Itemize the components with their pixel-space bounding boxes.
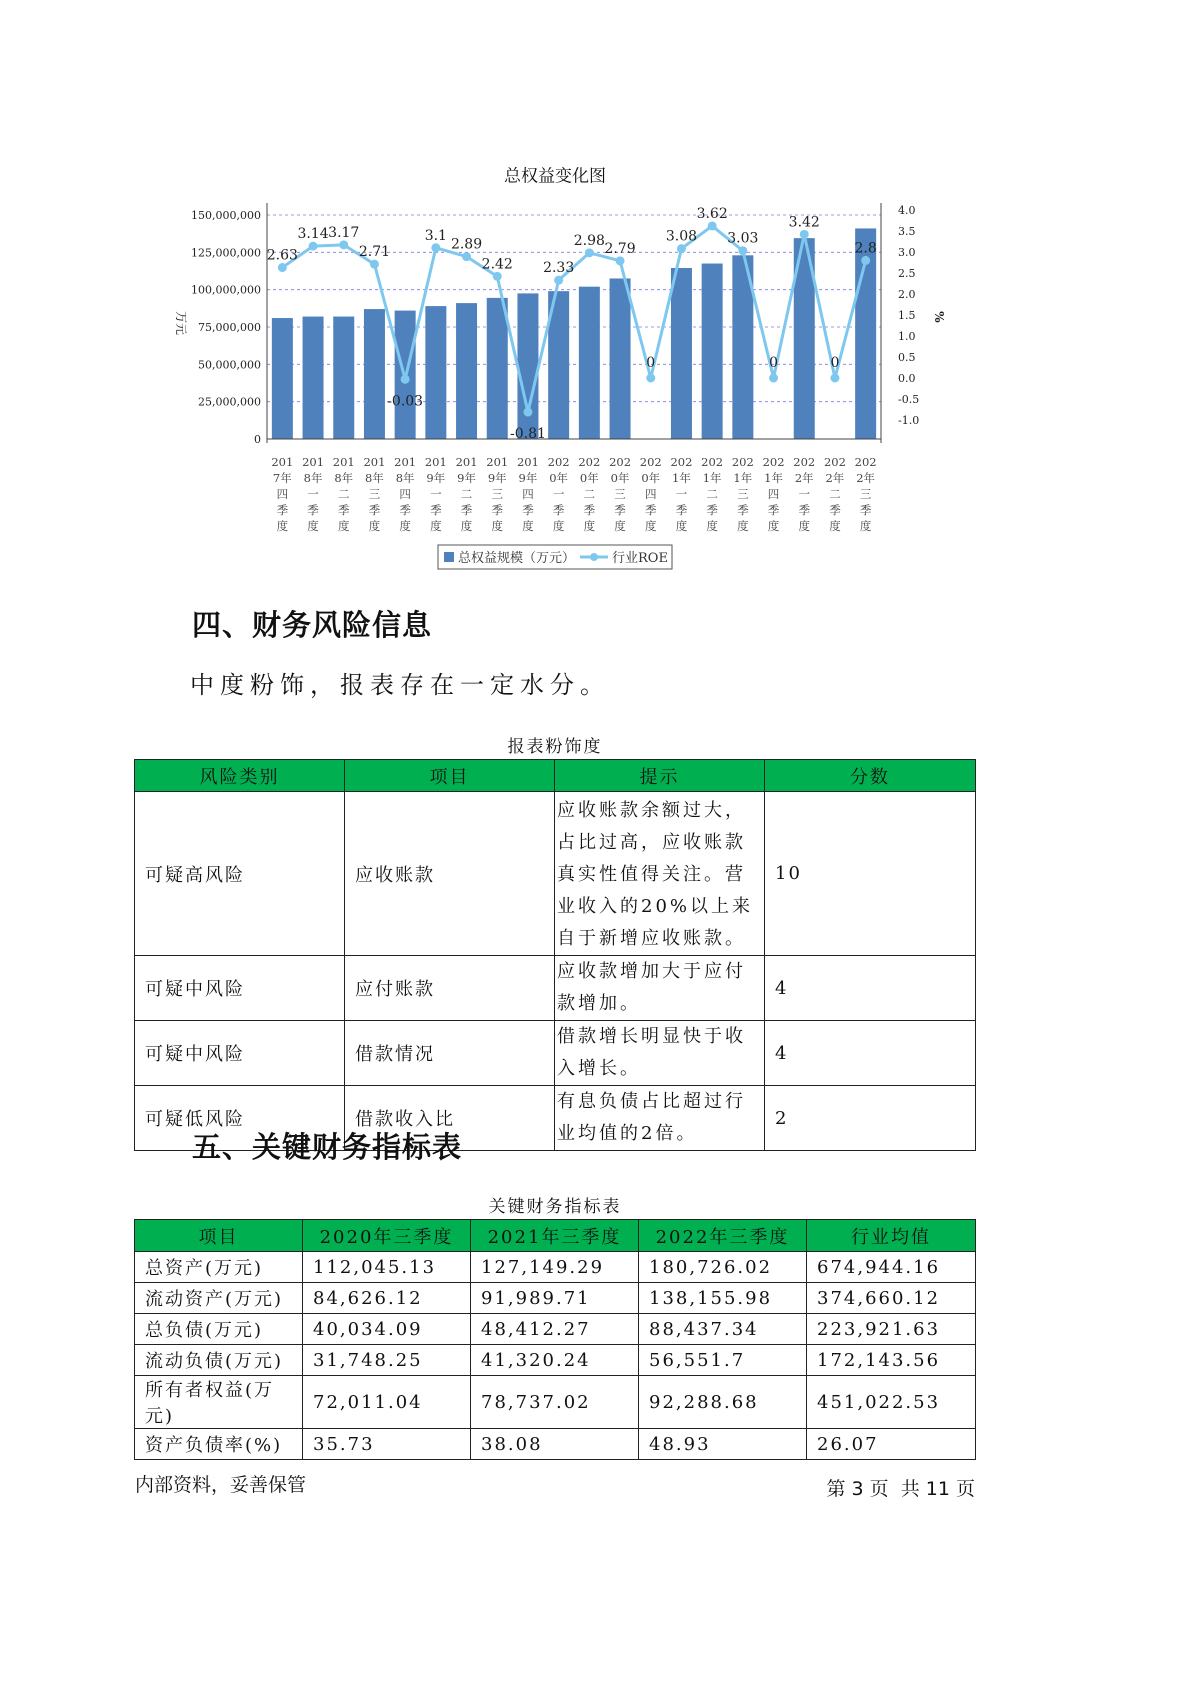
kpi-item: 所有者权益(万元) xyxy=(135,1376,303,1429)
equity-bar xyxy=(456,303,477,439)
x-tick-label: 202 xyxy=(731,455,754,469)
x-tick-label: 201 xyxy=(455,455,478,469)
x-tick-label: 度 xyxy=(338,519,350,533)
x-tick-label: 一 xyxy=(552,487,565,501)
kpi-header-2022q3: 2022年三季度 xyxy=(639,1220,807,1252)
risk-hint: 应收账款余额过大，占比过高，应收账款真实性值得关注。营业收入的20%以上来自于新增应收账款。 xyxy=(555,792,765,956)
table-row xyxy=(135,1314,976,1345)
kpi-item: 总负债(万元) xyxy=(135,1314,303,1345)
roe-point xyxy=(861,256,870,265)
y-right-tick-label: -0.5 xyxy=(898,393,920,406)
x-tick-label: 季 xyxy=(737,503,749,517)
roe-point xyxy=(493,272,502,281)
x-tick-label: 2年 xyxy=(856,471,876,485)
x-tick-label: 四 xyxy=(767,487,780,501)
legend-line-label: 行业ROE xyxy=(612,551,668,566)
x-tick-label: 三 xyxy=(859,487,872,501)
risk-category: 可疑低风险 xyxy=(135,1086,345,1151)
x-tick-label: 度 xyxy=(675,519,688,533)
x-tick-label: 201 xyxy=(516,455,539,469)
risk-table xyxy=(134,759,976,1151)
x-tick-label: 9年 xyxy=(457,471,476,485)
chart-roe-line xyxy=(267,206,877,442)
x-tick-label: 季 xyxy=(399,503,411,517)
risk-item: 借款收入比 xyxy=(345,1086,555,1151)
y-left-tick-label: 150,000,000 xyxy=(191,209,261,222)
risk-header-item: 项目 xyxy=(345,760,555,792)
roe-data-label: 3.03 xyxy=(727,230,759,247)
kpi-value: 451,022.53 xyxy=(807,1376,976,1429)
x-tick-label: 一 xyxy=(430,487,442,501)
y-right-tick-label: 3.0 xyxy=(898,246,916,259)
risk-score: 4 xyxy=(765,1021,976,1086)
risk-item: 应付账款 xyxy=(345,956,555,1021)
roe-point xyxy=(339,240,348,249)
roe-data-label: 2.89 xyxy=(450,236,483,253)
x-tick-label: 202 xyxy=(793,455,816,469)
kpi-value: 78,737.02 xyxy=(471,1376,639,1429)
roe-point xyxy=(708,221,717,230)
roe-data-label: 2.33 xyxy=(543,260,575,277)
kpi-item: 流动负债(万元) xyxy=(135,1345,303,1376)
risk-score: 10 xyxy=(765,792,976,956)
x-tick-label: 季 xyxy=(491,503,503,517)
roe-point xyxy=(585,248,594,257)
footer-confidential: 内部资料，妥善保管 xyxy=(135,1474,307,1496)
kpi-value: 35.73 xyxy=(303,1429,471,1460)
table-row xyxy=(135,1376,976,1429)
y-left-tick-label: 25,000,000 xyxy=(198,395,261,409)
kpi-value: 31,748.25 xyxy=(303,1345,471,1376)
x-tick-label: 三 xyxy=(368,487,381,501)
kpi-value: 91,989.71 xyxy=(471,1283,639,1314)
roe-data-label: 2.63 xyxy=(266,247,298,264)
kpi-table xyxy=(134,1219,976,1460)
x-tick-label: 9年 xyxy=(426,471,446,485)
roe-point xyxy=(431,243,440,252)
roe-point xyxy=(278,263,287,272)
x-tick-label: 202 xyxy=(701,455,724,469)
x-tick-label: 季 xyxy=(706,503,718,517)
legend-bar-swatch xyxy=(444,552,454,562)
kpi-value: 374,660.12 xyxy=(807,1283,976,1314)
x-tick-label: 度 xyxy=(645,519,657,533)
roe-data-label: 2.98 xyxy=(573,232,605,249)
equity-bar xyxy=(425,306,446,439)
roe-point xyxy=(554,276,563,285)
x-tick-label: 季 xyxy=(645,503,657,517)
x-tick-label: 季 xyxy=(430,503,442,517)
roe-point xyxy=(769,374,778,383)
roe-data-label: -0.03 xyxy=(387,393,424,410)
y-right-tick-label: 4.0 xyxy=(898,204,916,217)
x-tick-label: 季 xyxy=(798,503,810,517)
roe-point xyxy=(800,230,809,239)
table-row xyxy=(135,792,976,956)
y-right-tick-label: 1.5 xyxy=(898,309,916,322)
kpi-value: 40,034.09 xyxy=(303,1314,471,1345)
x-tick-label: 度 xyxy=(706,519,718,533)
roe-point xyxy=(370,260,379,269)
x-tick-label: 三 xyxy=(614,487,626,501)
x-tick-label: 四 xyxy=(522,487,534,501)
y-right-tick-label: 0.5 xyxy=(898,351,916,364)
kpi-item: 总资产(万元) xyxy=(135,1252,303,1283)
x-tick-label: 一 xyxy=(675,487,688,501)
kpi-header-item: 项目 xyxy=(135,1220,303,1252)
x-tick-label: 季 xyxy=(276,503,289,517)
roe-point xyxy=(616,256,625,265)
roe-data-label: 2.42 xyxy=(481,256,513,273)
roe-data-label: 3.1 xyxy=(424,227,447,244)
y-left-axis-label: 万元 xyxy=(174,310,188,336)
x-tick-label: 202 xyxy=(762,455,785,469)
roe-data-label: 2.8 xyxy=(854,240,877,257)
roe-data-label: 2.79 xyxy=(604,240,636,257)
x-tick-label: 0年 xyxy=(610,471,630,485)
roe-point xyxy=(677,244,686,253)
kpi-value: 72,011.04 xyxy=(303,1376,471,1429)
roe-data-label: 3.14 xyxy=(297,226,329,243)
x-tick-label: 季 xyxy=(460,503,473,517)
kpi-value: 223,921.63 xyxy=(807,1314,976,1345)
table-row xyxy=(135,1021,976,1086)
x-tick-label: 季 xyxy=(583,503,596,517)
roe-point xyxy=(646,374,655,383)
x-tick-label: 季 xyxy=(675,503,688,517)
y-right-tick-label: 0.0 xyxy=(898,372,916,385)
roe-data-label: 2.71 xyxy=(358,244,391,261)
x-tick-label: 度 xyxy=(368,519,381,533)
roe-point xyxy=(309,242,318,251)
kpi-header-2020q3: 2020年三季度 xyxy=(303,1220,471,1252)
x-tick-label: 度 xyxy=(614,519,626,533)
risk-category: 可疑高风险 xyxy=(135,792,345,956)
roe-point xyxy=(523,408,532,417)
x-tick-label: 二 xyxy=(338,487,350,501)
x-tick-label: 201 xyxy=(302,455,325,469)
x-tick-label: 9年 xyxy=(518,471,538,485)
x-tick-label: 季 xyxy=(307,503,319,517)
roe-data-label: 3.62 xyxy=(696,205,728,222)
kpi-value: 26.07 xyxy=(807,1429,976,1460)
y-right-tick-label: 2.0 xyxy=(898,288,916,301)
x-tick-label: 三 xyxy=(737,487,749,501)
x-tick-label: 1年 xyxy=(764,471,783,485)
y-left-tick-label: 125,000,000 xyxy=(191,246,261,260)
kpi-value: 48,412.27 xyxy=(471,1314,639,1345)
x-tick-label: 四 xyxy=(276,487,289,501)
x-tick-label: 度 xyxy=(276,519,289,533)
x-tick-label: 三 xyxy=(491,487,503,501)
risk-table-header xyxy=(135,760,976,792)
x-tick-label: 度 xyxy=(798,519,810,533)
x-tick-label: 8年 xyxy=(365,471,384,485)
equity-bar xyxy=(517,293,538,439)
roe-data-label: 3.08 xyxy=(665,228,698,245)
table-row xyxy=(135,1429,976,1460)
y-right-tick-label: 3.5 xyxy=(898,225,916,238)
chart-x-tick-labels xyxy=(271,455,876,533)
roe-point xyxy=(401,375,410,384)
roe-point xyxy=(738,246,747,255)
x-tick-label: 202 xyxy=(670,455,693,469)
x-tick-label: 201 xyxy=(332,455,355,469)
equity-bar xyxy=(579,287,600,439)
kpi-item: 流动资产(万元) xyxy=(135,1283,303,1314)
roe-data-label: -0.81 xyxy=(509,426,546,443)
x-tick-label: 度 xyxy=(829,519,841,533)
equity-bar xyxy=(702,264,723,439)
x-tick-label: 二 xyxy=(583,487,596,501)
x-tick-label: 201 xyxy=(394,455,417,469)
x-tick-label: 二 xyxy=(460,487,473,501)
table-row xyxy=(135,956,976,1021)
x-tick-label: 201 xyxy=(424,455,447,469)
x-tick-label: 季 xyxy=(829,503,841,517)
x-tick-label: 季 xyxy=(859,503,872,517)
kpi-value: 92,288.68 xyxy=(639,1376,807,1429)
x-tick-label: 四 xyxy=(645,487,657,501)
roe-data-label: 0 xyxy=(646,355,656,371)
x-tick-label: 1年 xyxy=(672,471,691,485)
risk-header-hint: 提示 xyxy=(555,760,765,792)
kpi-value: 138,155.98 xyxy=(639,1283,807,1314)
x-tick-label: 度 xyxy=(430,519,442,533)
footer-page-number: 第 3 页 共 11 页 xyxy=(826,1478,975,1500)
kpi-header-industry-avg: 行业均值 xyxy=(807,1220,976,1252)
x-tick-label: 201 xyxy=(486,455,509,469)
y-right-axis-label: % xyxy=(932,311,946,323)
y-left-tick-label: 0 xyxy=(254,433,261,446)
y-right-tick-label: 2.5 xyxy=(898,267,916,280)
risk-item: 应收账款 xyxy=(345,792,555,956)
x-tick-label: 201 xyxy=(363,455,386,469)
x-tick-label: 202 xyxy=(639,455,662,469)
x-tick-label: 度 xyxy=(460,519,473,533)
x-tick-label: 202 xyxy=(854,455,877,469)
x-tick-label: 202 xyxy=(547,455,570,469)
equity-bar xyxy=(671,268,692,439)
risk-category: 可疑中风险 xyxy=(135,1021,345,1086)
kpi-value: 56,551.7 xyxy=(639,1345,807,1376)
risk-header-category: 风险类别 xyxy=(135,760,345,792)
risk-item: 借款情况 xyxy=(345,1021,555,1086)
x-tick-label: 度 xyxy=(859,519,872,533)
x-tick-label: 1年 xyxy=(733,471,753,485)
equity-bar xyxy=(364,309,385,439)
x-tick-label: 季 xyxy=(552,503,565,517)
y-left-tick-label: 50,000,000 xyxy=(198,358,261,372)
table-row xyxy=(135,1252,976,1283)
kpi-value: 84,626.12 xyxy=(303,1283,471,1314)
x-tick-label: 二 xyxy=(706,487,718,501)
chart-legend xyxy=(438,545,672,569)
equity-bar xyxy=(272,318,293,439)
x-tick-label: 四 xyxy=(399,487,411,501)
x-tick-label: 9年 xyxy=(487,471,507,485)
risk-score: 4 xyxy=(765,956,976,1021)
risk-score: 2 xyxy=(765,1086,976,1151)
x-tick-label: 8年 xyxy=(334,471,354,485)
x-tick-label: 度 xyxy=(583,519,596,533)
x-tick-label: 202 xyxy=(823,455,846,469)
x-tick-label: 度 xyxy=(737,519,749,533)
x-tick-label: 7年 xyxy=(272,471,292,485)
roe-data-label: 0 xyxy=(830,355,840,371)
kpi-item: 资产负债率(%) xyxy=(135,1429,303,1460)
kpi-value: 88,437.34 xyxy=(639,1314,807,1345)
x-tick-label: 季 xyxy=(522,503,534,517)
kpi-value: 38.08 xyxy=(471,1429,639,1460)
kpi-value: 112,045.13 xyxy=(303,1252,471,1283)
y-left-tick-label: 100,000,000 xyxy=(191,283,261,297)
roe-data-label: 3.17 xyxy=(328,224,360,241)
risk-header-score: 分数 xyxy=(765,760,976,792)
equity-bar xyxy=(303,317,324,439)
x-tick-label: 度 xyxy=(399,519,411,533)
legend-bar-label: 总权益规模（万元） xyxy=(458,551,576,566)
x-tick-label: 度 xyxy=(552,519,565,533)
section4-summary: 中度粉饰，报表存在一定水分。 xyxy=(190,671,610,699)
risk-hint: 借款增长明显快于收入增长。 xyxy=(555,1021,765,1086)
x-tick-label: 8年 xyxy=(303,471,323,485)
x-tick-label: 度 xyxy=(522,519,534,533)
x-tick-label: 度 xyxy=(307,519,319,533)
equity-chart xyxy=(170,165,1030,625)
table-row xyxy=(135,1345,976,1376)
kpi-table-caption: 关键财务指标表 xyxy=(488,1197,622,1217)
section4-heading: 四、财务风险信息 xyxy=(192,608,433,642)
risk-hint: 有息负债占比超过行业均值的2倍。 xyxy=(555,1086,765,1151)
x-tick-label: 0年 xyxy=(549,471,569,485)
equity-bar xyxy=(610,278,631,439)
equity-bar xyxy=(487,298,508,439)
kpi-value: 127,149.29 xyxy=(471,1252,639,1283)
x-tick-label: 一 xyxy=(798,487,810,501)
section5-heading: 五、关键财务指标表 xyxy=(192,1130,463,1164)
x-tick-label: 0年 xyxy=(579,471,599,485)
roe-point xyxy=(462,252,471,261)
kpi-value: 172,143.56 xyxy=(807,1345,976,1376)
x-tick-label: 202 xyxy=(578,455,601,469)
risk-hint: 应收款增加大于应付款增加。 xyxy=(555,956,765,1021)
risk-table-caption: 报表粉饰度 xyxy=(507,737,603,757)
y-left-tick-label: 75,000,000 xyxy=(198,321,261,334)
kpi-value: 180,726.02 xyxy=(639,1252,807,1283)
table-row xyxy=(135,1283,976,1314)
y-right-tick-label: 1.0 xyxy=(898,330,916,343)
x-tick-label: 202 xyxy=(609,455,632,469)
x-tick-label: 201 xyxy=(271,455,294,469)
x-tick-label: 2年 xyxy=(825,471,845,485)
x-tick-label: 8年 xyxy=(395,471,415,485)
equity-bar xyxy=(333,317,354,439)
kpi-value: 674,944.16 xyxy=(807,1252,976,1283)
chart-title: 总权益变化图 xyxy=(504,166,606,187)
x-tick-label: 1年 xyxy=(702,471,722,485)
y-right-tick-label: -1.0 xyxy=(898,414,920,427)
x-tick-label: 二 xyxy=(829,487,841,501)
kpi-value: 48.93 xyxy=(639,1429,807,1460)
kpi-header-2021q3: 2021年三季度 xyxy=(471,1220,639,1252)
risk-category: 可疑中风险 xyxy=(135,956,345,1021)
x-tick-label: 季 xyxy=(767,503,780,517)
x-tick-label: 季 xyxy=(368,503,381,517)
x-tick-label: 度 xyxy=(491,519,503,533)
x-tick-label: 2年 xyxy=(794,471,814,485)
x-tick-label: 季 xyxy=(338,503,350,517)
x-tick-label: 一 xyxy=(307,487,319,501)
kpi-table-header xyxy=(135,1220,976,1252)
x-tick-label: 度 xyxy=(767,519,780,533)
roe-point xyxy=(830,374,839,383)
legend-line-marker xyxy=(590,553,598,561)
roe-data-label: 3.42 xyxy=(788,214,820,231)
roe-data-label: 0 xyxy=(769,355,779,371)
x-tick-label: 季 xyxy=(614,503,626,517)
x-tick-label: 0年 xyxy=(641,471,661,485)
kpi-value: 41,320.24 xyxy=(471,1345,639,1376)
